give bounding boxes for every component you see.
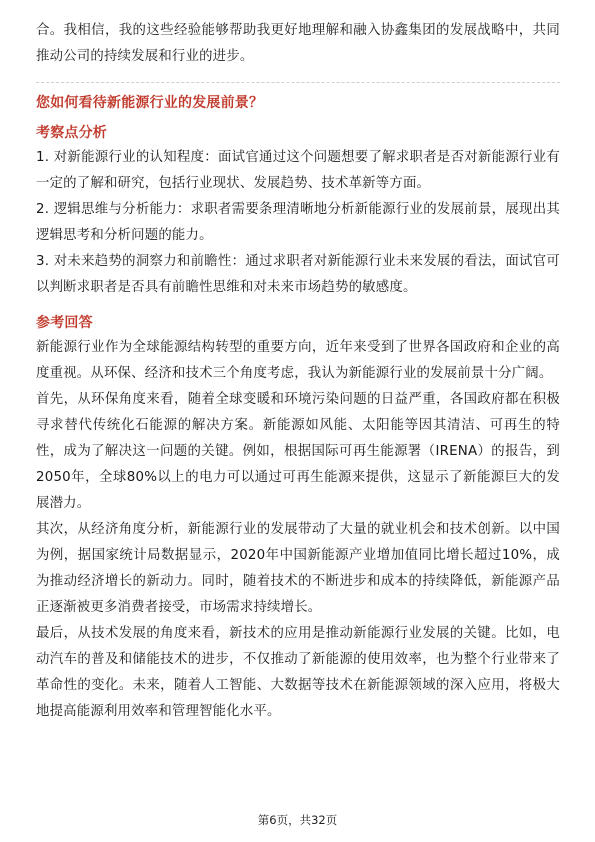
section-divider — [36, 82, 560, 83]
answer-paragraph: 首先，从环保角度来看，随着全球变暖和环境污染问题的日益严重，各国政府都在积极寻求替代传统化石能源的解决方案。新能源如风能、太阳能等因其清洁、可再生的特性，成为了解决这一问题的关键。例如，根据国际可再生能源署（IRENA）的报告，到2050年，全球80%以上的电力可以通过可再生能源来提供，这显示了新能源巨大的发展潜力。 — [36, 392, 560, 511]
intro-paragraph-tail: 合。我相信，我的这些经验能够帮助我更好地理解和融入协鑫集团的发展战略中，共同推动公司的持续发展和行业的进步。 — [36, 23, 560, 64]
analysis-point: 1. 对新能源行业的认知程度：面试官通过这个问题想要了解求职者是否对新能源行业有一定的了解和研究，包括行业现状、发展趋势、技术革新等方面。 — [36, 150, 560, 191]
analysis-point: 2. 逻辑思维与分析能力：求职者需要条理清晰地分析新能源行业的发展前景，展现出其逻辑思考和分析问题的能力。 — [36, 202, 560, 243]
answer-paragraph: 最后，从技术发展的角度来看，新技术的应用是推动新能源行业发展的关键。比如，电动汽车的普及和储能技术的进步，不仅推动了新能源的使用效率，也为整个行业带来了革命性的变化。未来，随着人工智能、大数据等技术在新能源领域的深入应用，将极大地提高能源利用效率和管理智能化水平。 — [36, 626, 560, 719]
page-number-footer: 第6页，共32页 — [257, 813, 338, 827]
answer-heading: 参考回答 — [36, 315, 93, 331]
document-page — [36, 18, 560, 725]
analysis-point: 3. 对未来趋势的洞察力和前瞻性：通过求职者对新能源行业未来发展的看法，面试官可以判断求职者是否具有前瞻性思维和对未来市场趋势的敏感度。 — [36, 254, 560, 295]
question-heading: 您如何看待新能源行业的发展前景？ — [36, 95, 264, 111]
answer-paragraph: 其次，从经济角度分析，新能源行业的发展带动了大量的就业机会和技术创新。以中国为例，据国家统计局数据显示，2020年中国新能源产业增加值同比增长超过10%，成为推动经济增长的新动力。同时，随着技术的不断进步和成本的持续降低，新能源产品正逐渐被更多消费者接受，市场需求持续增长。 — [36, 522, 560, 615]
analysis-heading: 考察点分析 — [36, 125, 107, 141]
answer-paragraph: 新能源行业作为全球能源结构转型的重要方向，近年来受到了世界各国政府和企业的高度重视。从环保、经济和技术三个角度考虑，我认为新能源行业的发展前景十分广阔。 — [36, 340, 560, 381]
